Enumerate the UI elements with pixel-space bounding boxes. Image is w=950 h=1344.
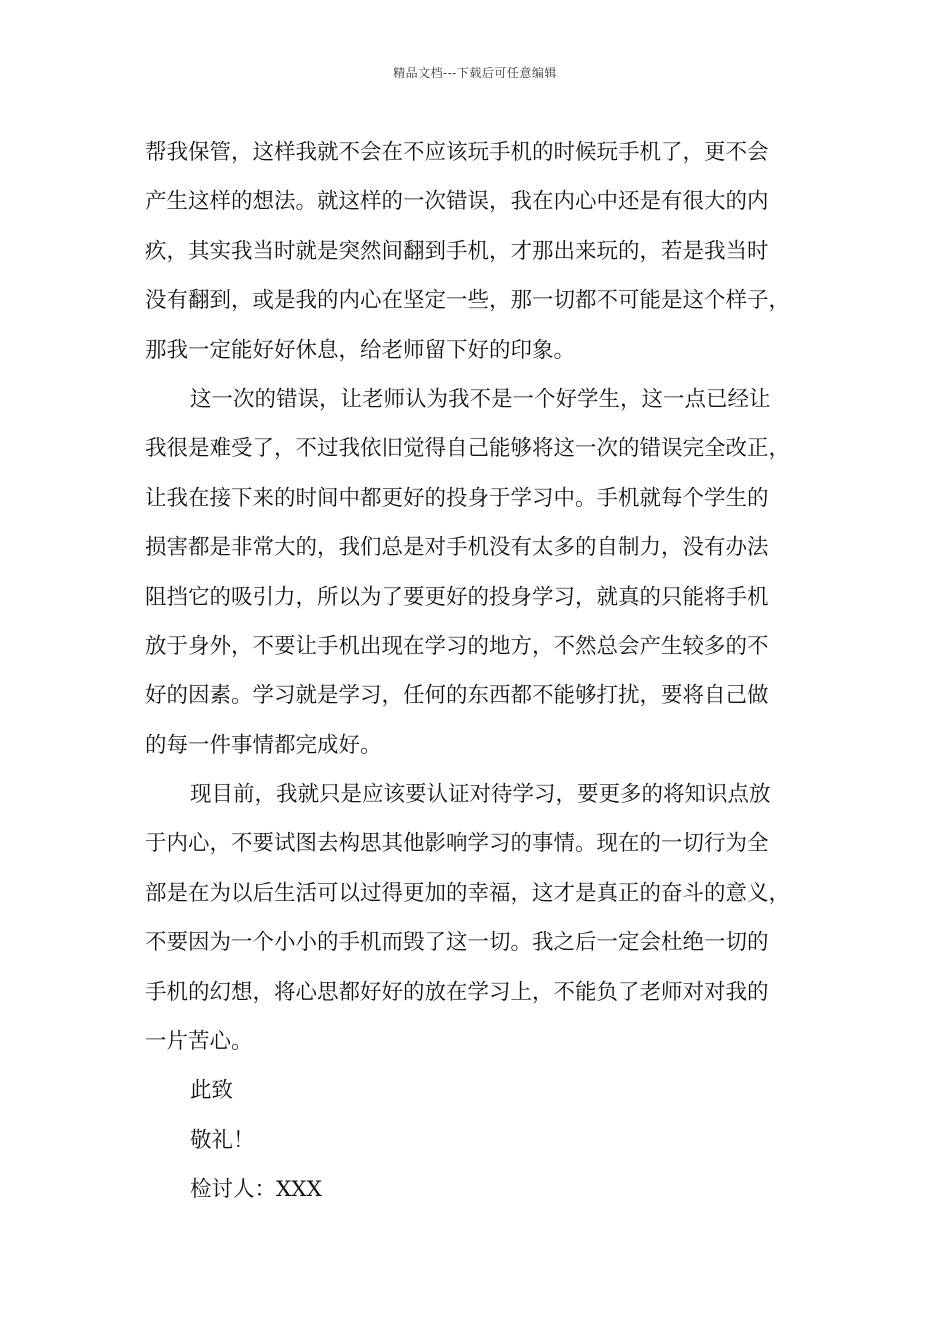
- text-line: 好的因素。学习就是学习，任何的东西都不能够打扰，要将自己做: [145, 683, 769, 709]
- closing-regards: 敬礼！: [190, 1127, 255, 1153]
- text-line: 放于身外，不要让手机出现在学习的地方，不然总会产生较多的不: [145, 633, 769, 659]
- text-line: 部是在为以后生活可以过得更加的幸福，这才是真正的奋斗的意义，: [145, 880, 791, 906]
- paragraph-first-line: 现目前，我就只是应该要认证对待学习，要更多的将知识点放: [190, 782, 771, 808]
- text-line: 的每一件事情都完成好。: [145, 732, 382, 758]
- text-line: 损害都是非常大的，我们总是对手机没有太多的自制力，没有办法: [145, 535, 769, 561]
- text-line: 于内心，不要试图去构思其他影响学习的事情。现在的一切行为全: [145, 831, 769, 857]
- text-line: 让我在接下来的时间中都更好的投身于学习中。手机就每个学生的: [145, 485, 769, 511]
- text-line: 那我一定能好好休息，给老师留下好的印象。: [145, 337, 576, 363]
- text-line: 疚，其实我当时就是突然间翻到手机，才那出来玩的，若是我当时: [145, 238, 769, 264]
- text-line: 帮我保管，这样我就不会在不应该玩手机的时候玩手机了，更不会: [145, 140, 769, 165]
- page-header: 精品文档---下载后可任意编辑: [393, 66, 557, 80]
- text-line: 产生这样的想法。就这样的一次错误，我在内心中还是有很大的内: [145, 189, 769, 215]
- text-line: 一片苦心。: [145, 1029, 253, 1055]
- text-line: 没有翻到，或是我的内心在坚定一些，那一切都不可能是这个样子，: [145, 288, 791, 314]
- closing-salutation: 此致: [190, 1078, 234, 1104]
- text-line: 阻挡它的吸引力，所以为了要更好的投身学习，就真的只能将手机: [145, 584, 769, 610]
- text-line: 我很是难受了，不过我依旧觉得自己能够将这一次的错误完全改正，: [145, 436, 791, 462]
- paragraph-first-line: 这一次的错误，让老师认为我不是一个好学生，这一点已经让: [190, 386, 771, 412]
- signature-line: 检讨人：XXX: [190, 1177, 322, 1203]
- text-line: 不要因为一个小小的手机而毁了这一切。我之后一定会杜绝一切的: [145, 930, 769, 956]
- document-body: [145, 128, 825, 1215]
- text-line: 手机的幻想，将心思都好好的放在学习上，不能负了老师对对我的: [145, 979, 769, 1005]
